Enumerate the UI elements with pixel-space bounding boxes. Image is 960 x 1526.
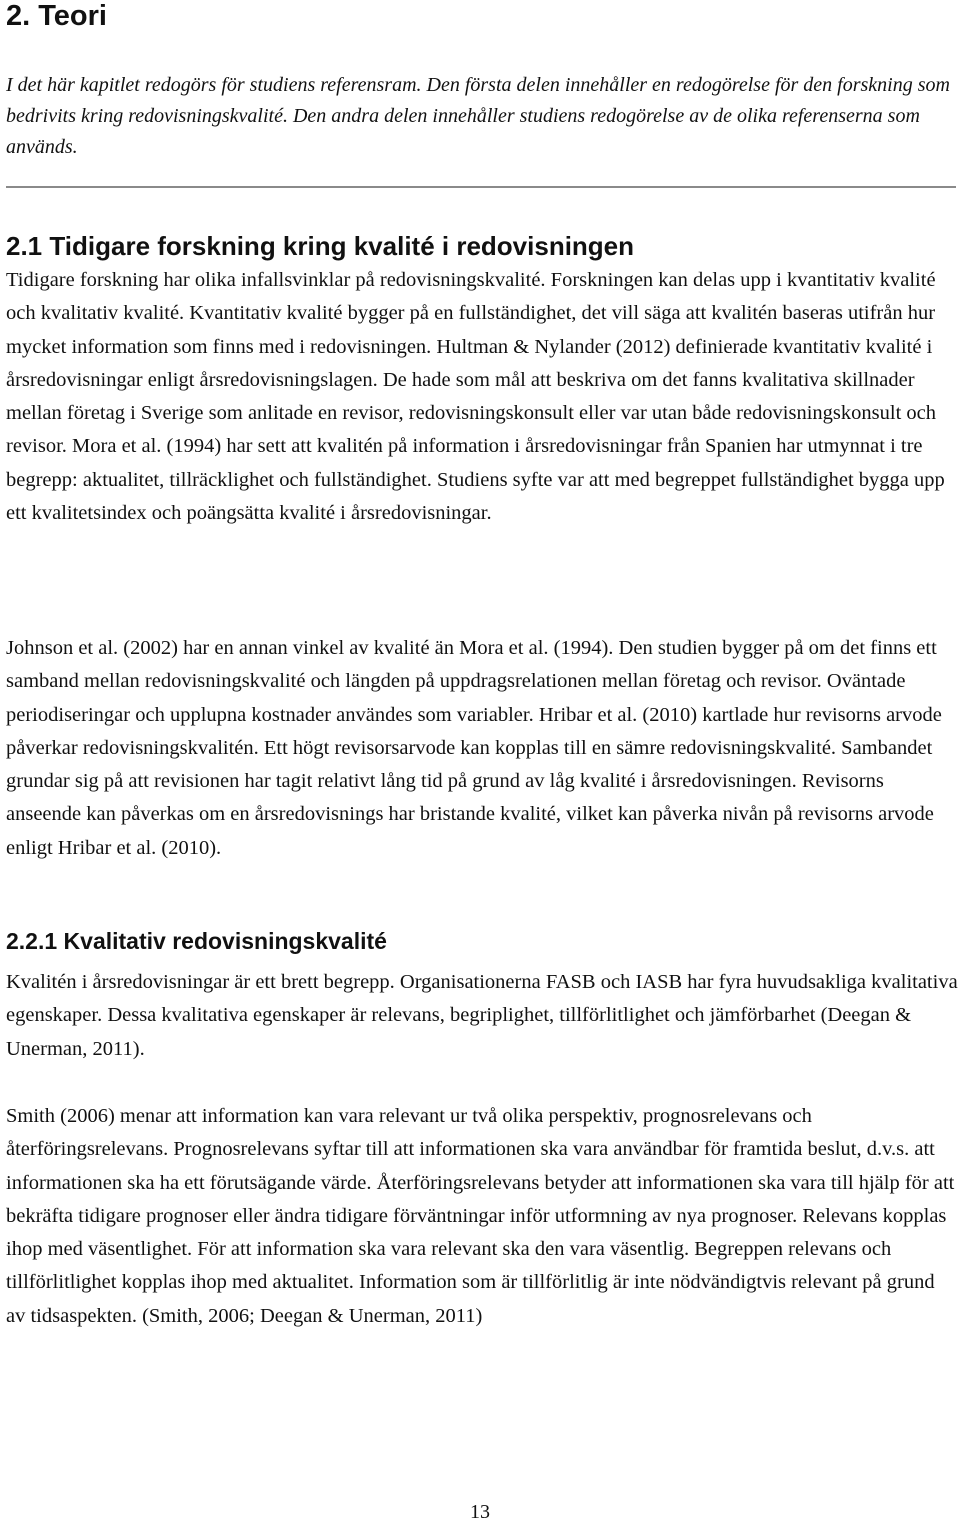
- chapter-heading: 2. Teori: [6, 0, 107, 32]
- subsection-heading: 2.2.1 Kvalitativ redovisningskvalité: [6, 928, 387, 954]
- section-heading: 2.1 Tidigare forskning kring kvalité i redovisningen: [6, 231, 635, 261]
- page-number: 13: [470, 1501, 490, 1523]
- body-paragraph-4: Smith (2006) menar att information kan vara relevant ur två olika perspektiv, prognosrelevans och återföringsrelevans. Prognosrelevans syftar till att informationen ska vara användbar för framtida beslut, d.v.s. att informationen ska ha ett förutsägande värde. Återföringsrelevans betyder att informationen ska vara till hjälp för att bekräfta tidigare prognoser eller ändra tidigare förväntningar inför utformning av nya prognoser. Relevans kopplas ihop med väsentlighet. För att information ska vara relevant ska den vara väsentlig. Begreppen relevans och tillförlitlighet kopplas ihop med aktualitet. Information som är tillförlitlig är inte nödvändigtvis relevant på grund av tidsaspekten. (Smith, 2006; Deegan & Unerman, 2011): [6, 1105, 955, 1327]
- body-paragraph-1: Tidigare forskning har olika infallsvinklar på redovisningskvalité. Forskningen kan delas upp i kvantitativ kvalité och kvalitativ kvalité. Kvantitativ kvalité bygger på en fullständighet, det vill säga att kvalitén baseras utifrån hur mycket information som finns med i redovisningen. Hultman & Nylander (2012) definierade kvantitativ kvalité i årsredovisningar enligt årsredovisningslagen. De hade som mål att beskriva om det fanns kvalitativa skillnader mellan företag i Sverige som anlitade en revisor, redovisningskonsult eller var utan både redovisningskonsult och revisor. Mora et al. (1994) har sett att kvalitén på information i årsredovisningar från Spanien har utmynnat i tre begrepp: aktualitet, tillräcklighet och fullständighet. Studiens syfte var att med begreppet fullständighet bygga upp ett kvalitetsindex och poängsätta kvalité i årsredovisningar.: [6, 269, 945, 525]
- body-paragraph-2: Johnson et al. (2002) har en annan vinkel av kvalité än Mora et al. (1994). Den studien bygger på om det finns ett samband mellan redovisningskvalité och längden på uppdragsrelationen mellan företag och revisor. Oväntade periodiseringar och upplupna kostnader användes som variabler. Hribar et al. (2010) kartlade hur revisorns arvode påverkar redovisningskvalitén. Ett högt revisorsarvode kan kopplas till en sämre redovisningskvalité. Sambandet grundar sig på att revisionen har tagit relativt lång tid på grund av låg kvalité i årsredovisningen. Revisorns anseende kan påverkas om en årsredovisnings har bristande kvalité, vilket kan påverka nivån på revisorns arvode enligt Hribar et al. (2010).: [6, 637, 942, 859]
- chapter-intro: I det här kapitlet redogörs för studiens referensram. Den första delen innehåller en redogörelse för den forskning som bedrivits kring redovisningskvalité. Den andra delen innehåller studiens redogörelse av de olika referenserna som används.: [6, 74, 950, 158]
- horizontal-divider: [6, 186, 956, 188]
- body-paragraph-3: Kvalitén i årsredovisningar är ett brett begrepp. Organisationerna FASB och IASB har fyra huvudsakliga kvalitativa egenskaper. Dessa kvalitativa egenskaper är relevans, begriplighet, tillförlitlighet och jämförbarhet (Deegan & Unerman, 2011).: [6, 971, 958, 1060]
